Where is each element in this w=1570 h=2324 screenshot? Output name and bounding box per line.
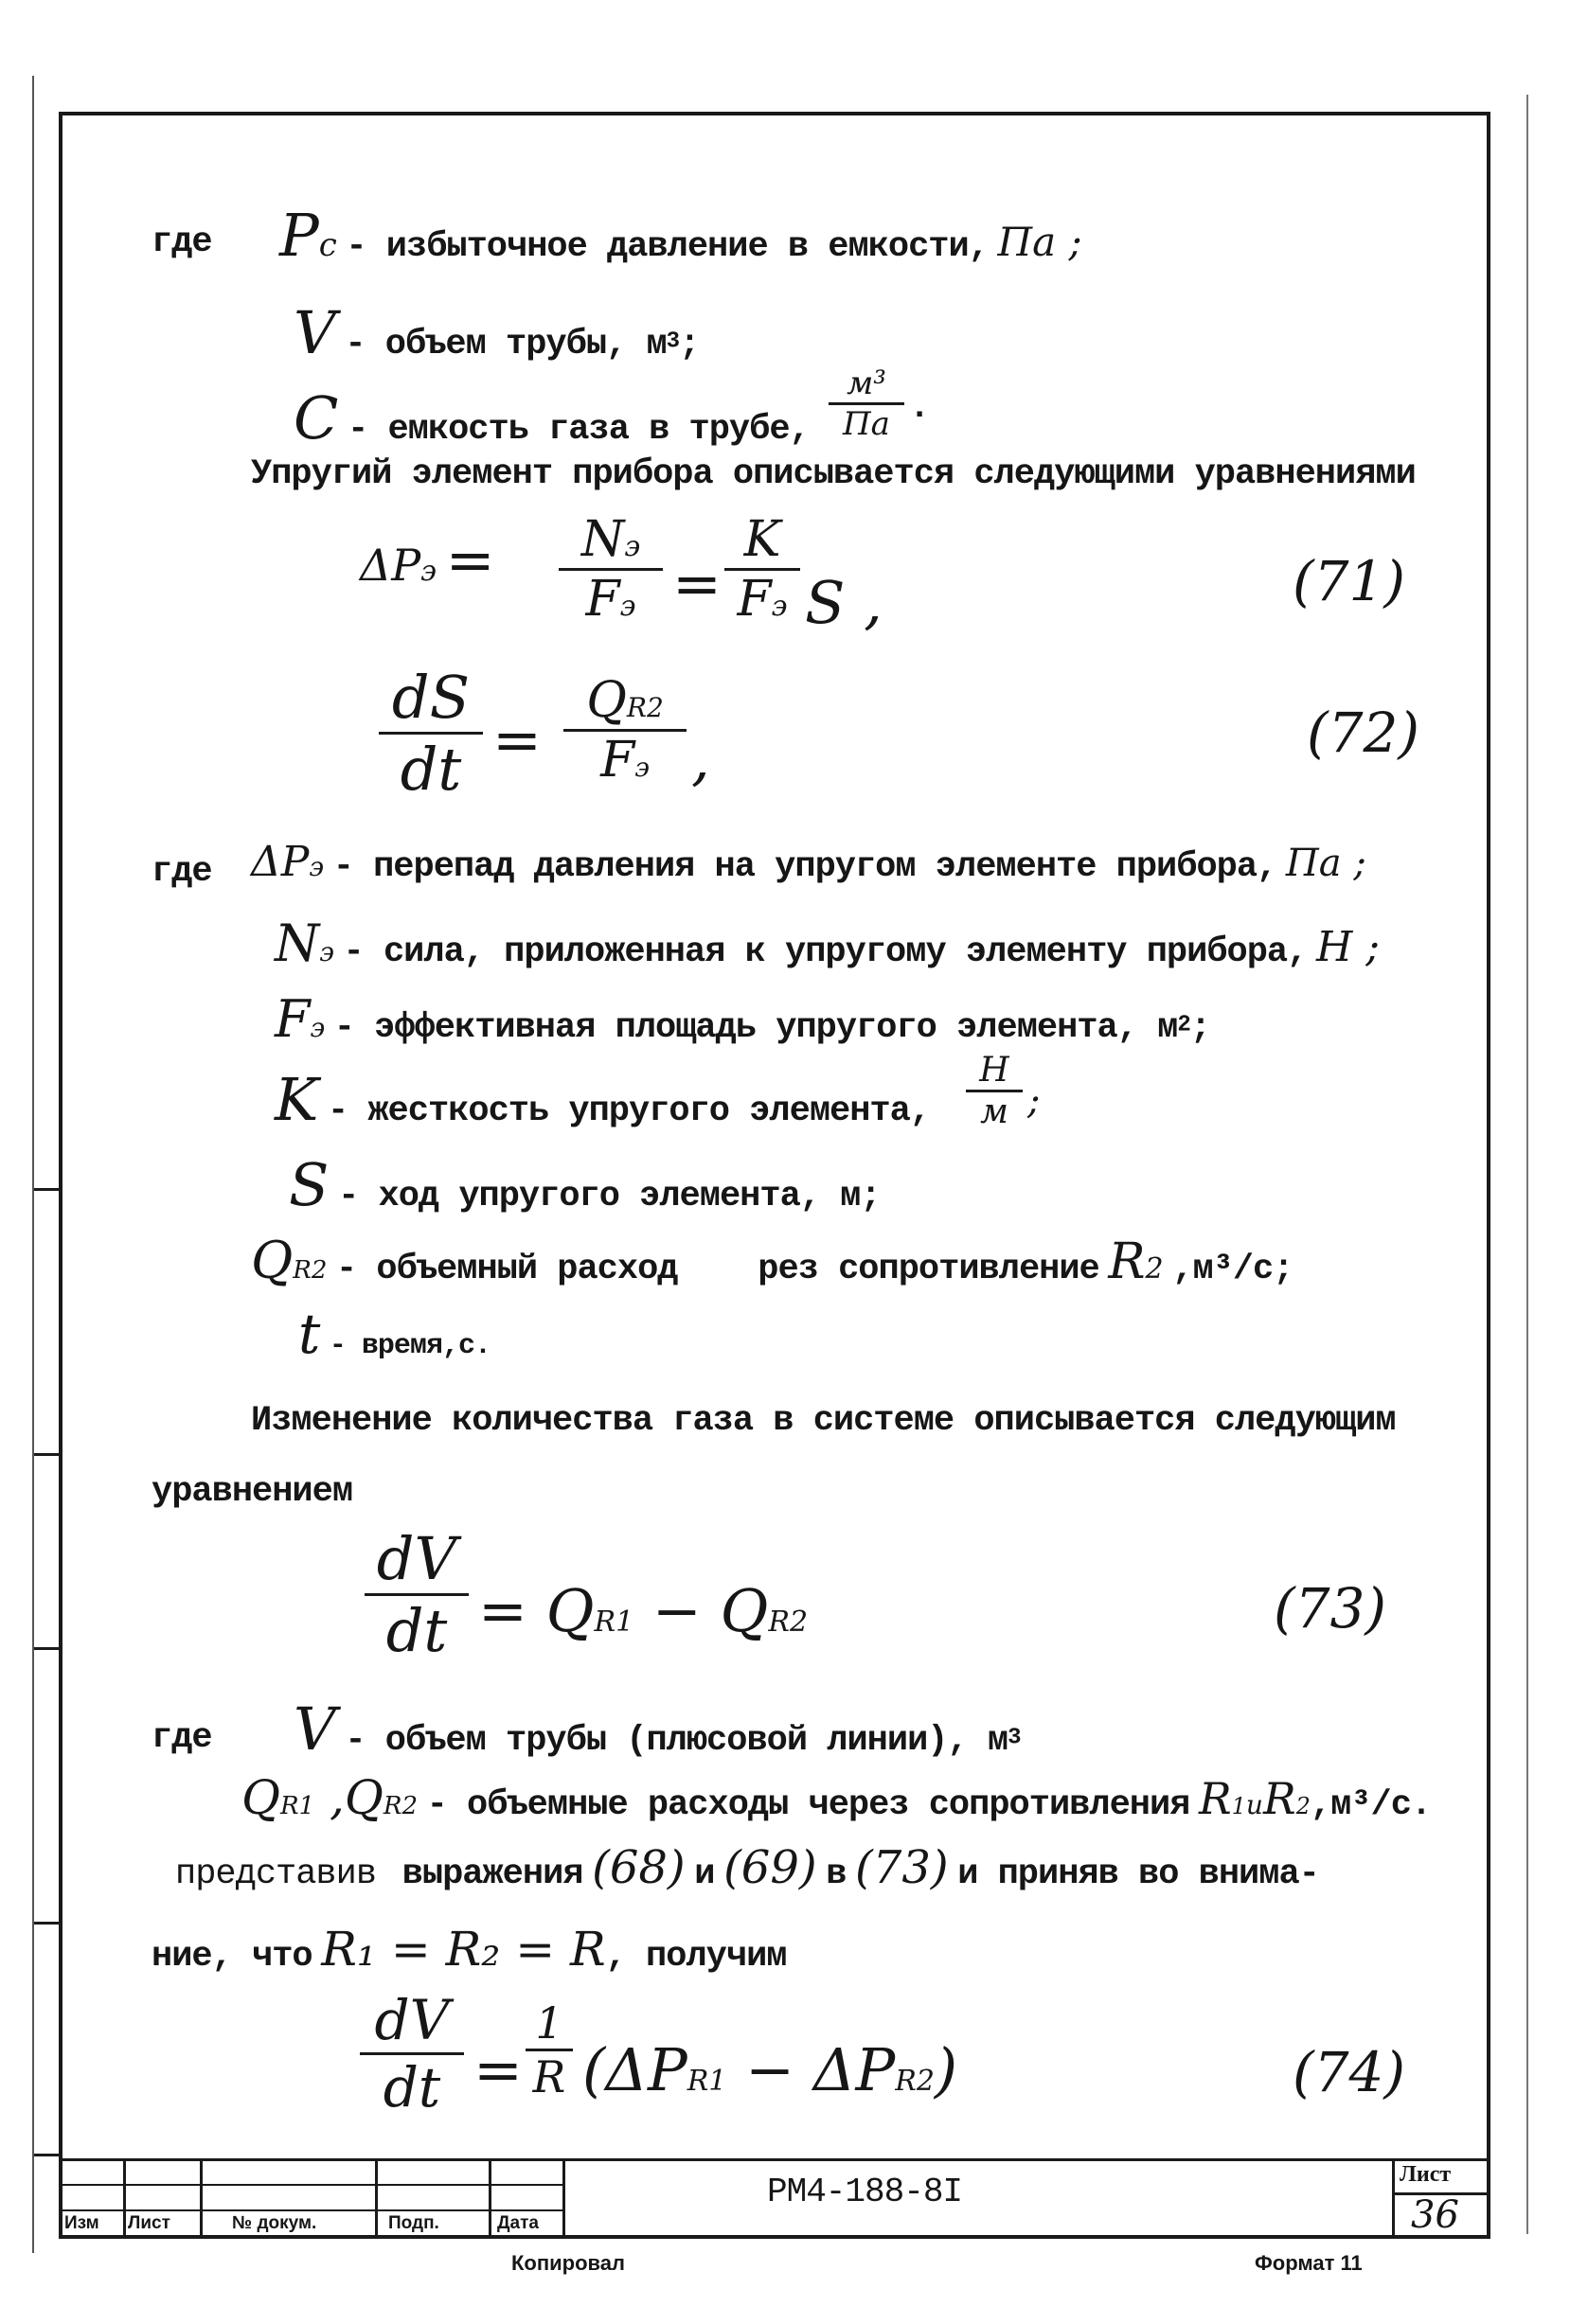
def3-v — [294, 1694, 1021, 1764]
w6: ние, что — [152, 1937, 312, 1977]
dv: dV — [374, 1988, 450, 2052]
def3-q — [241, 1770, 1431, 1825]
def-text: - объем трубы, м — [345, 325, 667, 364]
equals: = — [672, 549, 722, 618]
eq71-lhs: ΔP — [360, 540, 421, 591]
r-sub: 2 — [1145, 1252, 1164, 1286]
unit-fraction — [829, 364, 904, 443]
def-text: - объемный расход рез сопротивление — [336, 1250, 1099, 1289]
eq73-number: (73) — [1274, 1576, 1387, 1641]
ref68: (68) — [592, 1841, 686, 1894]
unit: ,м³/с. — [1310, 1785, 1432, 1825]
col-date: Дата — [497, 2213, 539, 2233]
col-doc: № докум. — [232, 2213, 317, 2233]
eq73-rhs — [478, 1576, 808, 1645]
q1: Q — [241, 1770, 280, 1825]
one: 1 — [535, 1997, 563, 2049]
where-label: где — [152, 222, 212, 262]
para-subst-line1 — [175, 1841, 1319, 1894]
w5: и приняв во внима- — [957, 1854, 1319, 1894]
eq71-lhs-sub: э — [420, 555, 437, 588]
kf: F — [737, 571, 772, 628]
q2: ,Q — [314, 1770, 384, 1825]
r2-sub: 2 — [1295, 1793, 1311, 1819]
def-text: - сила, приложенная к упругому элементу прибора, — [343, 932, 1308, 972]
col-sign: Подп. — [388, 2213, 439, 2233]
def-c — [294, 383, 810, 452]
frame-left — [59, 112, 62, 2239]
f: F — [585, 571, 620, 628]
def2-f — [275, 989, 1210, 1049]
symbol-c: C — [294, 383, 339, 452]
symbol: S — [289, 1150, 330, 1219]
def-text: - жесткость упругого элемента, — [327, 1091, 931, 1131]
q2-sub: R2 — [383, 1792, 419, 1820]
k-unit-frac — [966, 1051, 1023, 1131]
symbol: F — [275, 989, 311, 1049]
def-text: - объемные расходы через сопротивления — [426, 1785, 1190, 1825]
where-label: где — [152, 1718, 212, 1758]
def-text: - время,с. — [329, 1330, 491, 1362]
body: (ΔP — [582, 2035, 687, 2104]
dv: dV — [376, 1524, 457, 1593]
para-gas-line1: Изменение количества газа в системе описывается следующим — [251, 1401, 1396, 1441]
q: Q — [586, 672, 627, 729]
def-text: - ход упругого элемента, м; — [338, 1177, 881, 1216]
eq74-lhs-frac — [360, 1988, 464, 2120]
ds: dS — [391, 663, 471, 732]
eq74-number: (74) — [1293, 2040, 1406, 2104]
sub: R2 — [293, 1256, 328, 1285]
eq74-body — [582, 2035, 957, 2104]
w4: в — [826, 1854, 847, 1894]
def-pc — [279, 201, 1082, 270]
footer-copied: Копировал — [511, 2251, 626, 2275]
n-sub: э — [624, 530, 641, 563]
eq71-number: (71) — [1293, 549, 1406, 613]
def2-s — [289, 1150, 881, 1219]
eq71-frac-k — [724, 511, 800, 628]
eq71-frac-n — [559, 511, 663, 628]
w3: и — [694, 1854, 715, 1894]
r: R — [1108, 1233, 1146, 1290]
r2: R — [1262, 1773, 1296, 1824]
minus: − Q — [633, 1576, 769, 1645]
def-text: - перепад давления на упругом элементе прибора, — [332, 847, 1277, 887]
sheet-number: 36 — [1411, 2193, 1459, 2237]
col-izm: Изм — [64, 2213, 99, 2233]
eq74-k-frac — [526, 1997, 573, 2102]
para-gas-line2: уравнением — [152, 1472, 353, 1512]
symbol-p: P — [279, 201, 319, 270]
r1: R — [1199, 1773, 1232, 1824]
minus: − ΔP — [726, 2035, 896, 2104]
w1: представив — [175, 1854, 377, 1894]
sheet-label: Лист — [1400, 2162, 1452, 2187]
dt: dt — [400, 735, 462, 804]
equals: = — [492, 705, 542, 774]
r: R — [532, 2051, 566, 2102]
unit-den: Па — [843, 405, 890, 443]
def2-k — [275, 1065, 930, 1134]
sheet-right-edge — [1526, 95, 1528, 2234]
def-text: - объем трубы (плюсовой линии), м — [345, 1721, 1008, 1761]
def2-n — [275, 914, 1380, 973]
doc-code: РМ4-188-8I — [767, 2173, 963, 2211]
margin-mark — [34, 1188, 62, 1191]
def2-t — [298, 1302, 491, 1366]
sup: 2 — [1177, 1012, 1190, 1038]
def-v — [294, 298, 699, 367]
col-list: Лист — [128, 2213, 170, 2233]
eq71-s: S , — [805, 568, 883, 637]
symbol: K — [275, 1065, 319, 1134]
cond: R₁ = R₂ = R — [321, 1922, 606, 1977]
frame-bottom — [59, 2235, 1490, 2239]
num: Н — [979, 1051, 1009, 1090]
unit: ,м³/с; — [1172, 1250, 1293, 1289]
tail-dot: . — [909, 388, 930, 428]
unit: Па ; — [997, 219, 1082, 265]
margin-mark — [34, 1922, 62, 1925]
sup: 3 — [666, 328, 680, 355]
f-sub: э — [619, 590, 636, 623]
equals: = — [473, 2035, 523, 2104]
def-text: - емкость газа в трубе, — [348, 410, 810, 450]
s1: R1 — [687, 2065, 727, 2098]
k: K — [743, 511, 781, 568]
sheet-left-edge — [32, 76, 34, 2253]
f-sub: э — [634, 752, 650, 783]
margin-mark — [34, 1453, 62, 1456]
symbol-v: V — [294, 298, 336, 367]
s1: R1 — [594, 1606, 634, 1639]
q-sub: R2 — [626, 692, 664, 723]
dt: dt — [385, 1596, 448, 1665]
symbol: ΔP — [251, 838, 310, 886]
sub: э — [309, 851, 325, 882]
rhs: = Q — [478, 1576, 595, 1645]
unit: Па ; — [1285, 842, 1366, 885]
s2: R2 — [895, 2065, 935, 2098]
equals: = — [445, 525, 495, 594]
def2-dp — [251, 838, 1366, 887]
and: и — [1245, 1789, 1263, 1820]
dt: dt — [383, 2055, 441, 2120]
def-text: - избыточное давление в емкости, — [346, 227, 989, 267]
w7: , получим — [605, 1937, 787, 1977]
ref73: (73) — [855, 1841, 949, 1894]
margin-mark — [34, 1647, 62, 1650]
symbol: N — [275, 914, 320, 973]
eq72-rhs-frac — [563, 672, 687, 789]
eq72-number: (72) — [1307, 701, 1420, 765]
def2-q — [251, 1231, 1293, 1290]
para-subst-line2 — [152, 1922, 786, 1977]
f: F — [600, 732, 635, 789]
close: ) — [934, 2035, 958, 2104]
footer-format: Формат 11 — [1255, 2251, 1363, 2275]
def-text: - эффективная площадь упругого элемента, м — [333, 1008, 1178, 1048]
kf-sub: э — [771, 590, 788, 623]
sup: 3 — [1008, 1725, 1021, 1751]
tail: ; — [679, 325, 700, 364]
where-label: где — [152, 852, 212, 892]
comma: , — [691, 724, 710, 793]
symbol-sub: c — [318, 226, 337, 264]
r1-sub: 1 — [1231, 1793, 1246, 1819]
intro-elastic: Упругий элемент прибора описывается следующими уравнениями — [251, 454, 1416, 494]
symbol: Q — [251, 1231, 294, 1290]
margin-mark — [34, 2154, 62, 2156]
tail: ; — [1189, 1008, 1210, 1048]
tail: ; — [1027, 1079, 1041, 1123]
sub: э — [310, 1012, 326, 1043]
eq71 — [360, 525, 495, 594]
unit-num: м³ — [847, 364, 886, 402]
ref69: (69) — [723, 1841, 817, 1894]
frame-right — [1487, 112, 1490, 2239]
unit: Н ; — [1315, 923, 1381, 971]
q1-sub: R1 — [280, 1792, 315, 1820]
n: N — [580, 511, 625, 568]
eq73-lhs-frac — [365, 1524, 469, 1665]
symbol-v: V — [294, 1694, 336, 1764]
sub: э — [319, 936, 334, 967]
den: м — [980, 1092, 1008, 1131]
w2: выражения — [401, 1854, 583, 1894]
frame-top — [59, 112, 1490, 115]
s2: R2 — [768, 1606, 809, 1639]
eq72-lhs-frac — [379, 663, 483, 804]
symbol: t — [298, 1302, 321, 1366]
